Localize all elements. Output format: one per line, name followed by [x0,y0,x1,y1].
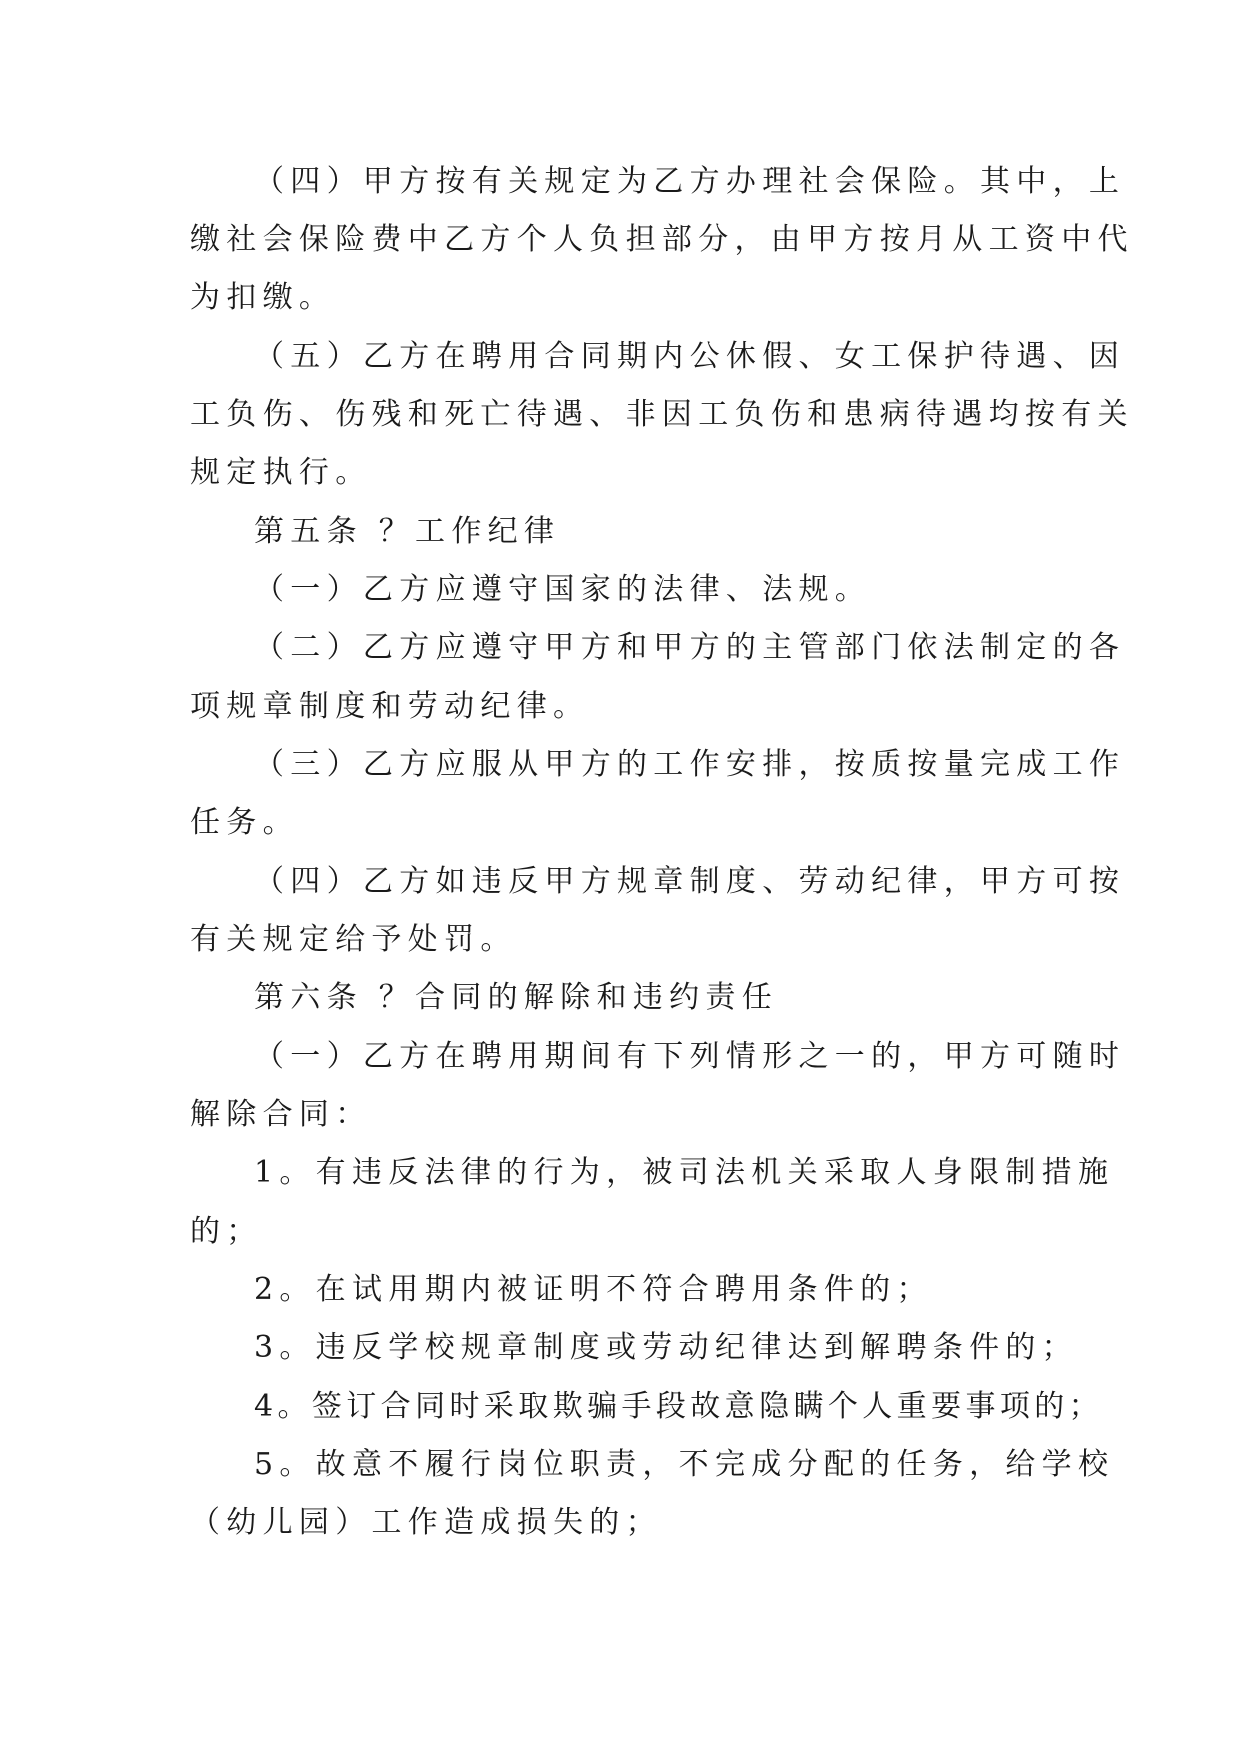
paragraph-line: （四）甲方按有关规定为乙方办理社会保险。其中，上 [254,164,1126,199]
paragraph-line: 项规章制度和劳动纪律。 [190,689,590,724]
paragraph-line: 解除合同： [190,1097,372,1132]
section-heading: 第五条 ？工作纪律 [254,514,561,549]
paragraph-line: 为扣缴。 [190,280,336,315]
list-item-line: 5。故意不履行岗位职责，不完成分配的任务，给学校 [254,1447,1115,1482]
paragraph-line: （四）乙方如违反甲方规章制度、劳动纪律，甲方可按 [254,864,1126,899]
paragraph-line: 有关规定给予处罚。 [190,922,517,957]
paragraph-line: （一）乙方在聘用期间有下列情形之一的，甲方可随时 [254,1039,1126,1074]
list-item-line: 2。在试用期内被证明不符合聘用条件的； [254,1272,933,1307]
list-item-line: 1。有违反法律的行为，被司法机关采取人身限制措施 [254,1155,1115,1190]
paragraph-line: （五）乙方在聘用合同期内公休假、女工保护待遇、因 [254,339,1126,374]
paragraph-line: 工负伤、伤残和死亡待遇、非因工负伤和患病待遇均按有关 [190,397,1134,432]
list-item-line: 的； [190,1214,263,1249]
paragraph-line: 缴社会保险费中乙方个人负担部分，由甲方按月从工资中代 [190,222,1134,257]
section-heading: 第六条 ？合同的解除和违约责任 [254,980,779,1015]
paragraph-line: （三）乙方应服从甲方的工作安排，按质按量完成工作 [254,747,1126,782]
paragraph-line: 规定执行。 [190,455,372,490]
list-item-line: 4。签订合同时采取欺骗手段故意隐瞒个人重要事项的； [254,1389,1104,1424]
paragraph-line: 任务。 [190,805,299,840]
list-item-line: （幼儿园）工作造成损失的； [190,1505,662,1540]
paragraph-line: （二）乙方应遵守甲方和甲方的主管部门依法制定的各 [254,630,1126,665]
list-item-line: 3。违反学校规章制度或劳动纪律达到解聘条件的； [254,1330,1078,1365]
paragraph-line: （一）乙方应遵守国家的法律、法规。 [254,572,872,607]
